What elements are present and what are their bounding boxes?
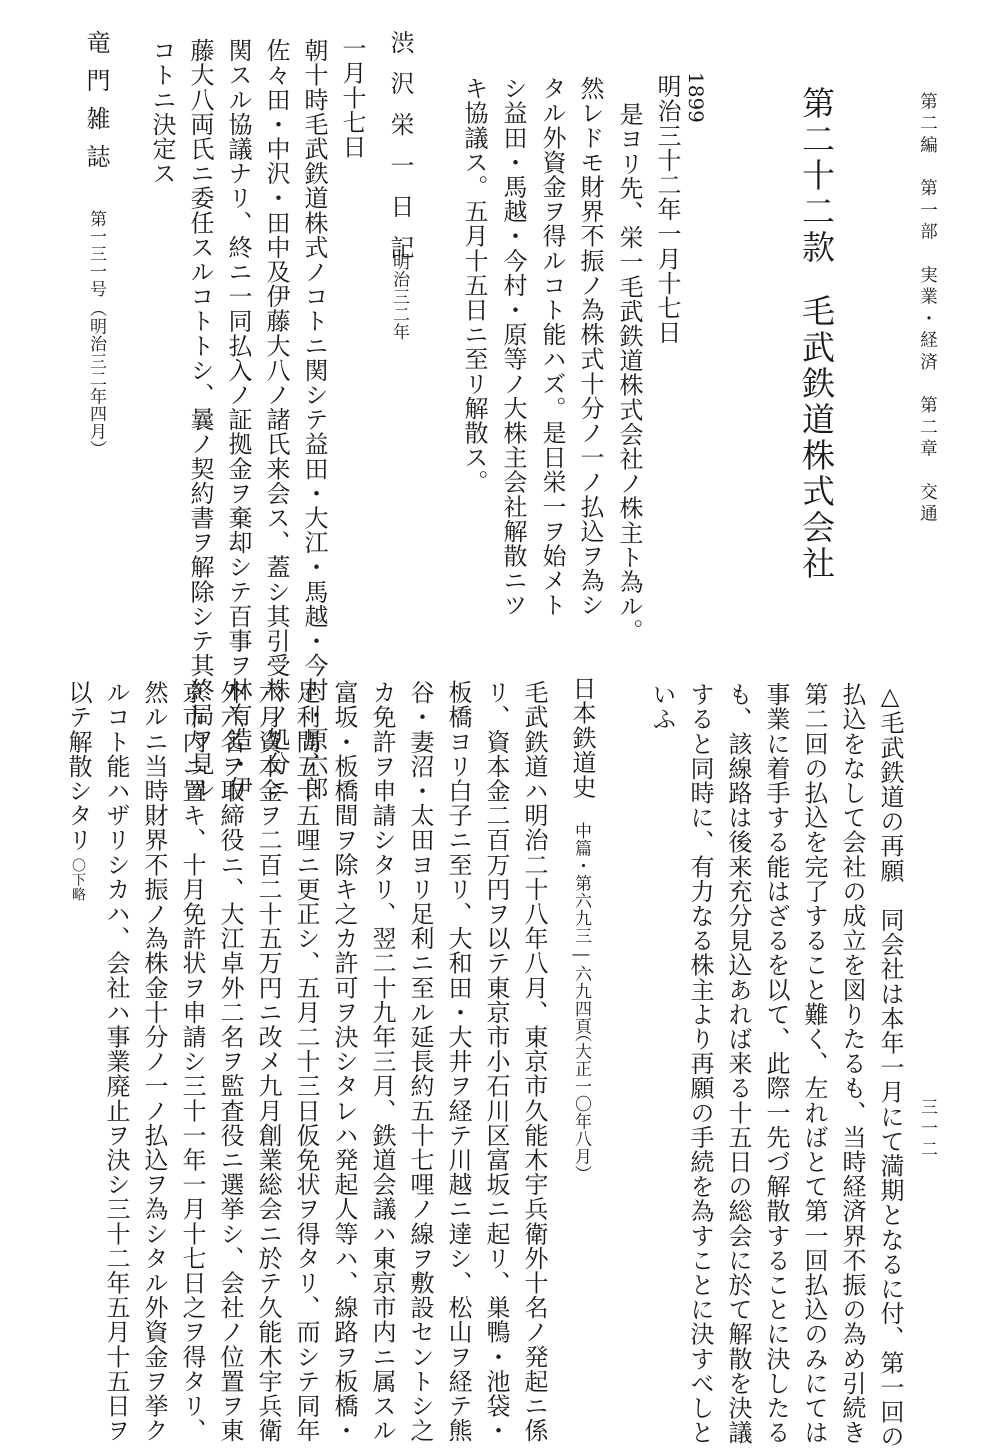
summary-line: 然レドモ財界不振ノ為株式十分ノ一ノ払込ヲ為シ bbox=[576, 76, 604, 618]
diary-line: 佐々田・中沢・田中及伊藤大八ノ諸氏来会ス、蓋シ其引受株ノ処分ニ bbox=[262, 38, 290, 801]
diary-line: 関スル協議ナリ、終ニ一同払入ノ証拠金ヲ棄却シテ百事ヲ林有造・伊 bbox=[224, 38, 252, 801]
running-header: 第二編 第一部 実業・経済 第二章 交通 bbox=[917, 92, 938, 526]
railway-history-line: 谷・妻沼・太田ヨリ足利ニ至ル延長約五十七哩ノ線ヲ敷設セントシ之 bbox=[406, 680, 434, 1443]
summary-line: タル外資金ヲ得ルコト能ハズ。是日栄一ヲ始メト bbox=[538, 76, 566, 618]
section-heading bbox=[797, 86, 836, 582]
diary-source-title: 渋沢栄一日記 bbox=[386, 30, 414, 276]
railway-history-line: ルコト能ハザリシカハ、会社ハ事業廃止ヲ決シ三十二年五月十五日ヲ bbox=[102, 680, 130, 1443]
diary-source-note: 明治三二年 bbox=[389, 253, 409, 341]
railway-history-line: リ、資本金二百万円ヲ以テ東京市小石川区富坂ニ起リ、巣鴨・池袋・ bbox=[482, 680, 510, 1443]
railway-history-line: 板橋ヨリ白子ニ至リ、大和田・大井ヲ経テ川越ニ達シ、松山ヲ経テ熊 bbox=[444, 680, 472, 1443]
year-western: 1899 bbox=[684, 72, 708, 123]
railway-history-line: 京市内ニ置キ、十月免許状ヲ申請シ三十一年一月十七日之ヲ得タリ、 bbox=[178, 680, 206, 1443]
magazine-title: 竜門雑誌 bbox=[82, 30, 110, 182]
railway-history-title: 日本鉄道史 bbox=[568, 676, 596, 799]
magazine-line: △毛武鉄道の再願 同会社は本年一月にて満期となるに付、第一回の bbox=[876, 682, 904, 1449]
railway-history-line: 然ルニ当時財界不振ノ為株金十分ノ一ノ払込ヲ為シタル外資金ヲ挙ク bbox=[140, 680, 168, 1443]
railway-history-line: 毛武鉄道ハ明治二十八年八月、東京市久能木宇兵衛外十名ノ発起ニ係 bbox=[520, 680, 548, 1443]
railway-history-last-line: 以テ解散シタリ bbox=[64, 680, 92, 853]
railway-history-line: 外六名ヲ取締役ニ、大江卓外二名ヲ監査役ニ選挙シ、会社ノ位置ヲ東 bbox=[216, 680, 244, 1443]
magazine-issue: 第一三一号 bbox=[86, 210, 106, 298]
section-heading-number: 第二十二款 bbox=[797, 86, 836, 266]
magazine-line: すると同時に、有力なる株主より再願の手続を為すことに決すべしと bbox=[686, 682, 714, 1445]
summary-line: シ益田・馬越・今村・原等ノ大株主会社解散ニツ bbox=[499, 76, 527, 618]
magazine-line: 払込をなして会社の成立を図りたるも、当時経済界不振の為め引続き bbox=[838, 682, 866, 1445]
railway-history-date-note: （大正一〇年八月） bbox=[571, 1025, 591, 1183]
railway-history-line: カ免許ヲ申請シタリ、翌二十九年三月、鉄道会議ハ東京市内ニ属スル bbox=[368, 680, 396, 1443]
magazine-line: 事業に着手する能はざるを以て、此際一先づ解散することに決したる bbox=[762, 682, 790, 1445]
magazine-line: 第二回の払込を完了すること難く、左ればとて第一回払込のみにては bbox=[800, 682, 828, 1445]
railway-history-source-note: 中篇・第六九三―六九四頁 bbox=[571, 822, 591, 1035]
summary-line: キ協議ス。五月十五日ニ至リ解散ス。 bbox=[460, 76, 488, 495]
diary-entry-date: 一月十七日 bbox=[338, 36, 366, 159]
magazine-line: いふ bbox=[648, 682, 676, 732]
diary-line: 朝十時毛武鉄道株式ノコトニ関シテ益田・大江・馬越・今村・原六郎 bbox=[300, 38, 328, 801]
diary-line: 藤大八両氏ニ委任スルコトトシ、曩ノ契約書ヲ解除シテ其終局ヲ見ル bbox=[186, 38, 214, 801]
diary-line: コトニ決定ス bbox=[148, 38, 176, 186]
summary-line: 是ヨリ先、栄一毛武鉄道株式会社ノ株主ト為ル。 bbox=[615, 102, 643, 644]
railway-history-line: 富坂・板橋間ヲ除キ之カ許可ヲ決シタレハ発起人等ハ、線路ヲ板橋・ bbox=[330, 680, 358, 1443]
article-date: 明治三十二年一月十七日 bbox=[653, 74, 681, 345]
railway-history-line: 六月資本金ヲ二百二十五万円ニ改メ九月創業総会ニ於テ久能木宇兵衛 bbox=[254, 680, 282, 1443]
magazine-date-note: （明治三二年四月） bbox=[86, 300, 106, 458]
section-heading-name: 毛武鉄道株式会社 bbox=[797, 294, 836, 582]
page-number: 三一二 bbox=[917, 1098, 937, 1161]
magazine-line: も、該線路は後来充分見込あれば来る十五日の総会に於て解散を決議 bbox=[724, 682, 752, 1445]
railway-history-line: 足利間五十五哩ニ更正シ、五月二十三日仮免状ヲ得タリ、而シテ同年 bbox=[292, 680, 320, 1443]
railway-history-line bbox=[66, 680, 90, 902]
omission-note: 〇下略 bbox=[70, 858, 86, 903]
